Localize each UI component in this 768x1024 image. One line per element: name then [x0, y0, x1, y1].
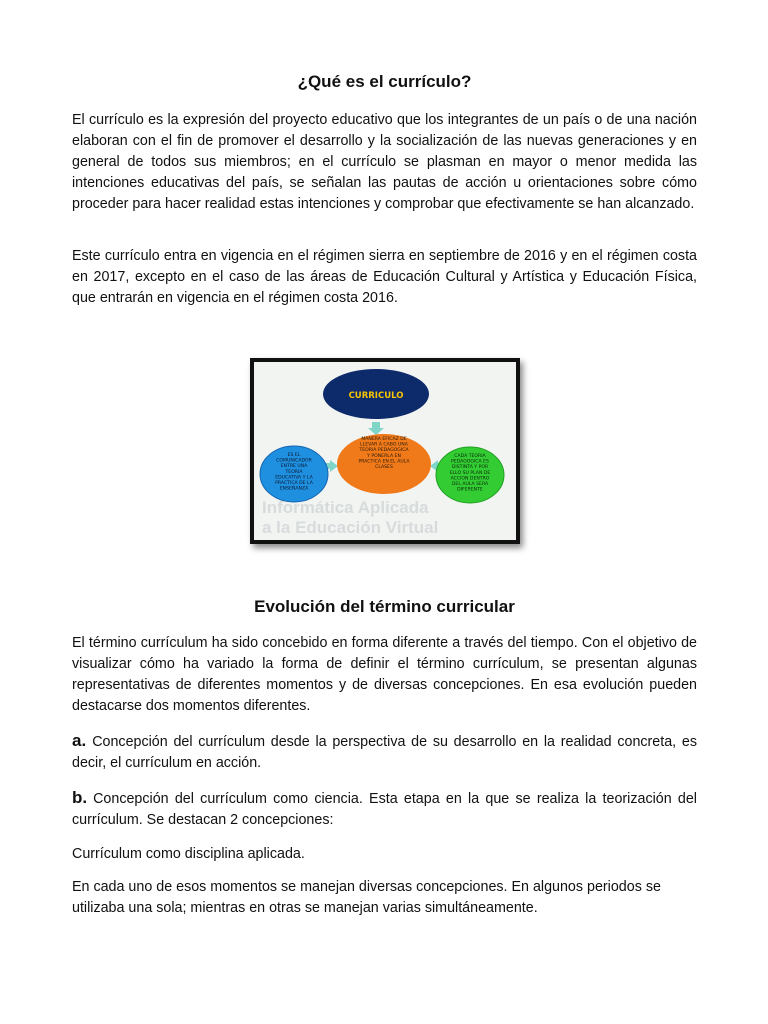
center-text-line: CLASES: [375, 465, 393, 470]
left-text-line: ES EL: [287, 453, 301, 458]
section-title-evolucion: Evolución del término curricular: [254, 597, 515, 616]
list-item-a-text: Concepción del currículum desde la perspectiva de su desarrollo en la realidad concreta, es decir, el currículum en acción.: [72, 734, 697, 771]
right-text-line: ACCION DENTRO: [450, 476, 490, 482]
center-text-line: Y PONERLA EN: [367, 453, 401, 459]
left-text-line: ENSEÑANZA: [279, 486, 309, 492]
list-item-b-text: Concepción del currículum como ciencia. Esta etapa en la que se realiza la teorización del currículum. Se destacan 2 concepciones:: [72, 791, 697, 828]
paragraph-vigencia: Este currículo entra en vigencia en el régimen sierra en septiembre de 2016 y en el régimen costa en 2017, excepto en el caso de las áreas de Educación Cultural y Artística y Educación Física, que entrarán en vigencia en el régimen costa 2016.: [72, 248, 697, 306]
right-text-line: PEDAGOGICA ES: [451, 459, 489, 465]
right-text-line: CADA TEORIA: [454, 454, 486, 459]
watermark-line-2: a la Educación Virtual: [262, 518, 439, 537]
right-text-line: DEL AULA SERA: [451, 482, 489, 487]
left-text-line: EDUCATIVA Y LA: [275, 475, 313, 481]
center-text-line: TEORIA PEDAGOGICA: [359, 448, 409, 454]
right-text-line: ELLO SU PLAN DE: [449, 470, 491, 476]
left-text-line: TEORIA: [285, 469, 303, 475]
list-item-a: [72, 730, 697, 774]
watermark-line-1: Informática Aplicada: [262, 498, 429, 517]
list-marker-b: b.: [72, 788, 88, 807]
arrow-down-icon: [368, 422, 384, 435]
left-text-line: COMUNICADOR: [276, 458, 312, 464]
right-text-line: DIFERENTE: [457, 487, 483, 493]
right-text-line: DISTINTA Y POR: [451, 465, 489, 471]
curriculum-diagram-image: [250, 358, 520, 544]
paragraph-definition: El currículo es la expresión del proyecto educativo que los integrantes de un país o de una nación elaboran con el fin de promover el desarrollo y la socialización de las nuevas generaciones y en general de todos sus miembros; en el currículo se plasman en mayor o menor medida las intenciones educativas del país, se señalan las pautas de acción u orientaciones sobre cómo proceder para hacer realidad estas intenciones y comprobar que efectivamente se han alcanzado.: [72, 112, 697, 212]
right-text: [450, 453, 491, 493]
left-text-line: PRACTICA DE LA: [275, 481, 313, 486]
list-item-b: [72, 787, 697, 831]
list-marker-a: a.: [72, 731, 87, 750]
paragraph-momentos: En cada uno de esos momentos se manejan diversas concepciones. En algunos periodos se utilizaba una sola; mientras en otras se manejan varias simultáneamente.: [72, 879, 661, 916]
label-curriculo: CURRICULO: [348, 391, 404, 401]
paragraph-disciplina: Currículum como disciplina aplicada.: [72, 846, 305, 862]
center-text-line: LLEVAR A CABO UNA: [360, 442, 408, 448]
paragraph-evolucion: El término currículum ha sido concebido en forma diferente a través del tiempo. Con el objetivo de visualizar cómo ha variado la forma de definir el término currículum, se presentan algunas representativas de diferentes momentos y de diversas concepciones. En esa evolución pueden destacarse dos momentos diferentes.: [72, 635, 697, 714]
center-text-line: PRACTICA EN EL AULA: [358, 459, 410, 465]
left-text-line: ENTRE UNA: [280, 464, 308, 470]
page-title: ¿Qué es el currículo?: [297, 72, 472, 91]
center-text-line: MANERA EFICAZ DE: [361, 437, 407, 442]
